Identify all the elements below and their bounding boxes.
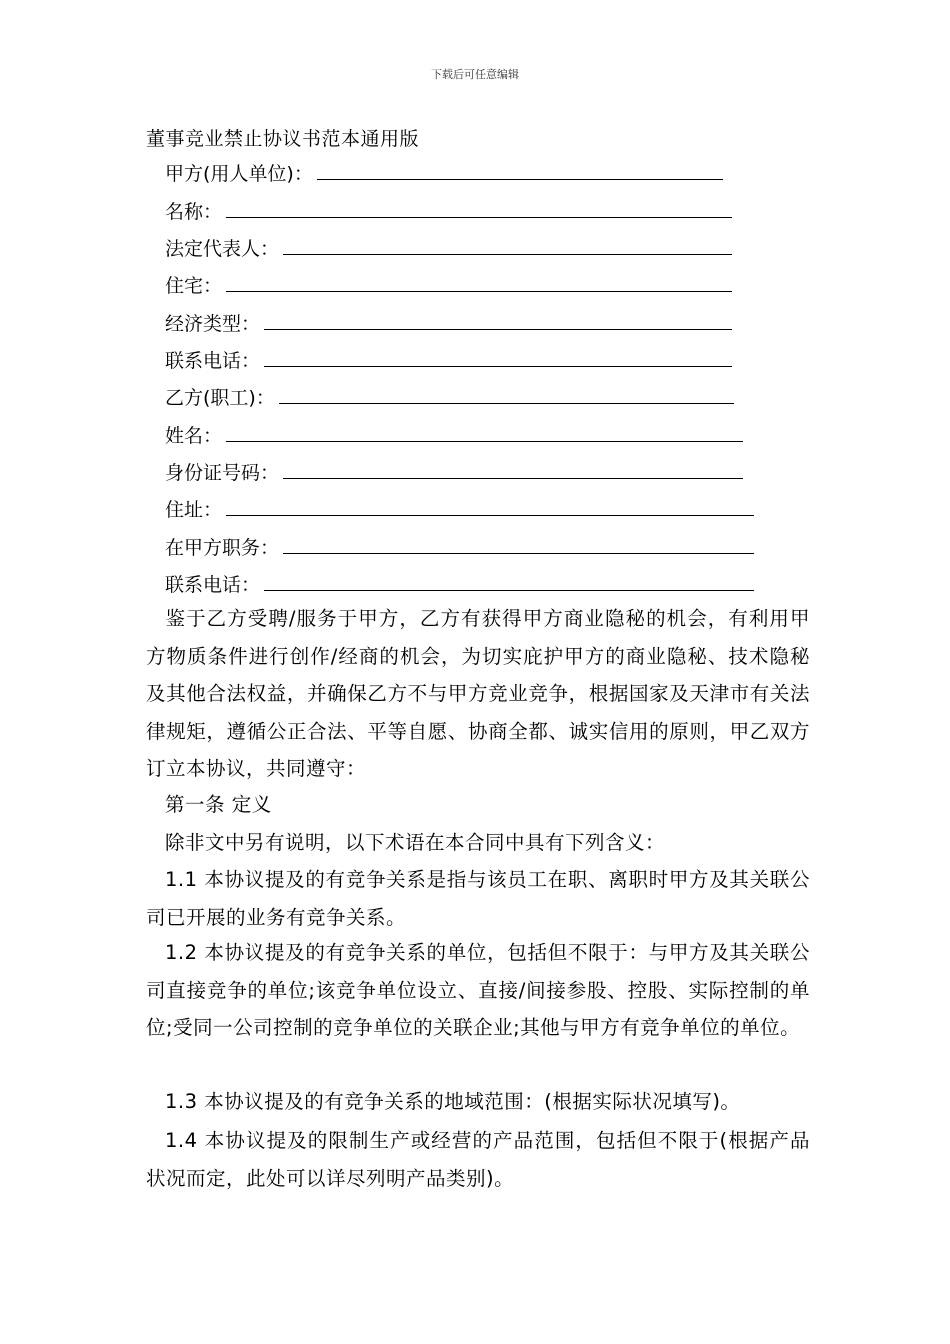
party-b-field <box>165 380 734 410</box>
field-label: 乙方(职工)： <box>165 387 275 409</box>
definition-intro-paragraph <box>146 824 810 862</box>
address-field <box>165 492 754 522</box>
field-label: 住宅： <box>165 275 223 297</box>
field-label: 甲方(用人单位)： <box>165 163 313 185</box>
field-label: 经济类型： <box>165 313 261 335</box>
fill-in-line <box>264 590 754 591</box>
residence-field <box>165 268 732 298</box>
clause-1-2-text: 1.2 本协议提及的有竞争关系的单位，包括但不限于：与甲方及其关联公司直接竞争的单位;该竞争单位设立、直接/间接参股、控股、实际控制的单位;受同一公司控制的竞争单位的关联企业;其他与甲方有竞争单位的单位。 <box>146 941 810 1039</box>
party-a-phone-field <box>165 343 732 373</box>
fill-in-line <box>226 217 732 218</box>
field-label: 姓名： <box>165 425 223 447</box>
header-note: 下载后可任意编辑 <box>431 68 519 81</box>
legal-rep-field <box>165 231 732 261</box>
clause-1-4-text: 1.4 本协议提及的限制生产或经营的产品范围，包括但不限于(根据产品状况而定，此处可以详尽列明产品类别)。 <box>146 1129 810 1190</box>
field-label: 在甲方职务： <box>165 537 280 559</box>
document-title: 董事竞业禁止协议书范本通用版 <box>146 128 420 150</box>
fill-in-line <box>226 441 743 442</box>
field-label: 法定代表人： <box>165 238 280 260</box>
clause-1-3-text: 1.3 本协议提及的有竞争关系的地域范围：(根据实际状况填写)。 <box>165 1090 741 1113</box>
clause-1-3 <box>146 1083 810 1121</box>
intro-text: 鉴于乙方受聘/服务于甲方，乙方有获得甲方商业隐秘的机会，有利用甲方物质条件进行创作/经商的机会，为切实庇护甲方的商业隐秘、技术隐秘及其他合法权益，并确保乙方不与甲方竞业竞争，根据国家及天津市有关法律规矩，遵循公正合法、平等自愿、协商全都、诚实信用的原则，甲乙双方订立本协议，共同遵守： <box>146 607 810 780</box>
position-field <box>165 530 754 560</box>
field-label: 身份证号码： <box>165 462 280 484</box>
fill-in-line <box>264 329 732 330</box>
fill-in-line <box>264 366 732 367</box>
economic-type-field <box>165 306 732 336</box>
article-heading <box>146 786 810 824</box>
fill-in-line <box>279 403 734 404</box>
fill-in-line <box>317 179 723 180</box>
fill-in-line <box>226 515 754 516</box>
party-b-phone-field <box>165 567 754 597</box>
field-label: 联系电话： <box>165 350 261 372</box>
intro-paragraph <box>146 600 810 788</box>
clause-1-1-text: 1.1 本协议提及的有竞争关系是指与该员工在职、离职时甲方及其关联公司已开展的业务有竞争关系。 <box>146 868 810 929</box>
article-heading-text: 第一条 定义 <box>165 793 272 816</box>
fill-in-line <box>283 553 754 554</box>
field-label: 联系电话： <box>165 574 261 596</box>
clause-1-1 <box>146 861 810 936</box>
clause-1-2 <box>146 934 810 1047</box>
field-label: 名称： <box>165 201 223 223</box>
field-label: 住址： <box>165 499 223 521</box>
party-a-field <box>165 156 723 186</box>
name-field <box>165 194 732 224</box>
clause-1-4 <box>146 1122 810 1197</box>
id-number-field <box>165 455 743 485</box>
person-name-field <box>165 418 743 448</box>
definition-intro-text: 除非文中另有说明，以下术语在本合同中具有下列含义： <box>165 831 666 854</box>
fill-in-line <box>283 478 743 479</box>
fill-in-line <box>283 254 732 255</box>
fill-in-line <box>226 291 732 292</box>
